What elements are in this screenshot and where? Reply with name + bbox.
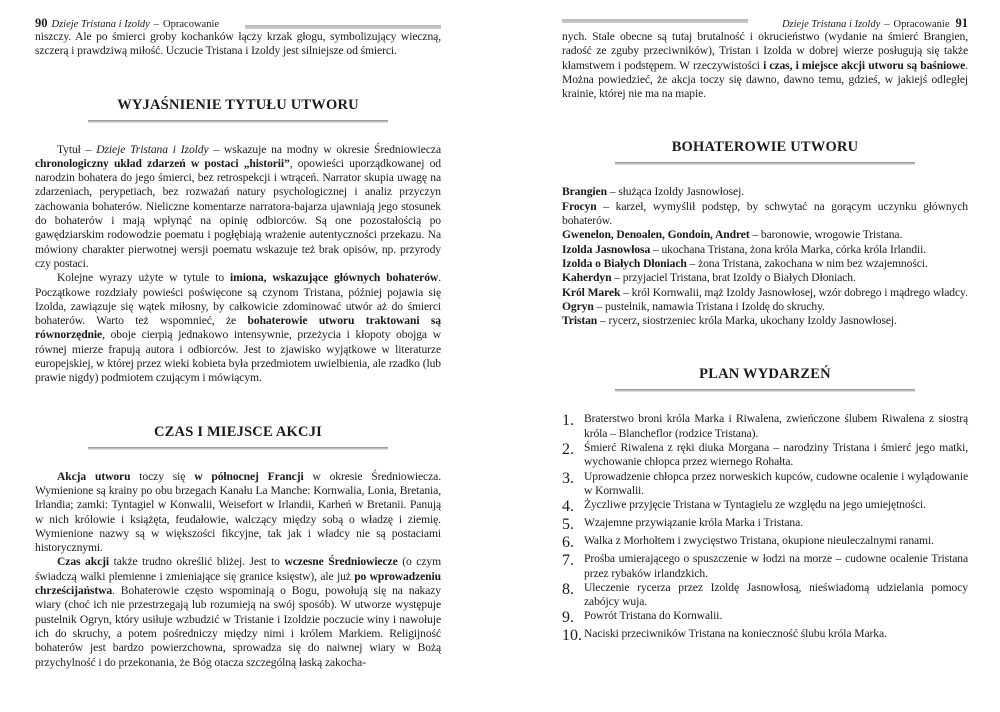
event-item <box>562 581 968 610</box>
emphasized-text: w północnej Francji <box>194 469 304 483</box>
heading-underline <box>88 120 388 123</box>
emphasized-text: Brangien <box>562 185 607 199</box>
event-number: 2. <box>562 441 574 459</box>
event-number: 9. <box>562 609 574 627</box>
event-item <box>562 498 968 516</box>
event-text: Walka z Morhołtem i zwycięstwo Tristana, okupione nieuleczalnymi ranami. <box>584 534 934 548</box>
page-number: 91 <box>955 16 968 30</box>
heading-underline <box>88 447 388 450</box>
emphasized-text: imiona, wskazujące głównych bohaterów <box>230 271 439 285</box>
text-segment: toczy się <box>130 469 195 483</box>
header-rule <box>245 25 441 29</box>
italic-text: Dzieje Tristana i Izoldy <box>96 142 209 156</box>
section-time-place <box>35 424 441 670</box>
character-entry <box>562 200 968 229</box>
emphasized-text: bohaterowie utworu traktowani są równorzędnie <box>35 314 441 342</box>
event-number: 4. <box>562 498 574 516</box>
text-segment: – żona Tristana, zakochana w nim bez wzajemności. <box>686 256 928 270</box>
paragraph <box>35 555 441 669</box>
character-entry <box>562 271 968 285</box>
text-segment: także trudno określić bliżej. Jest to <box>109 555 285 569</box>
text-segment: – rycerz, siostrzeniec króla Marka, ukochany Izoldy Jasnowłosej. <box>597 314 897 328</box>
event-number: 1. <box>562 412 574 430</box>
character-entry <box>562 257 968 271</box>
event-item <box>562 412 968 441</box>
emphasized-text: Król Marek <box>562 285 621 299</box>
header-separator: – <box>153 19 160 30</box>
event-item <box>562 609 968 627</box>
text-segment: – służąca Izoldy Jasnowłosej. <box>606 185 744 199</box>
emphasized-text: Czas akcji <box>57 555 109 569</box>
event-number: 3. <box>562 469 574 487</box>
text-segment: – wskazuje na modny w okresie Średniowiecza <box>208 142 441 156</box>
event-text: Życzliwe przyjęcie Tristana w Tyntagielu ze względu na jego umiejętności. <box>584 498 926 512</box>
emphasized-text: Frocyn <box>562 199 597 213</box>
text-segment: Kolejne wyrazy użyte w tytule to <box>57 271 231 285</box>
event-item <box>562 627 968 645</box>
event-text: Naciski przeciwników Tristana na konieczność ślubu króla Marka. <box>584 627 887 641</box>
event-item <box>562 534 968 552</box>
section-title-explanation <box>35 97 441 386</box>
text-segment: (o czym świadczą walki plemienne i zmieniające się granice księstw), ale już <box>35 555 441 583</box>
emphasized-text: wczesne Średniowiecze <box>284 555 398 569</box>
text-segment: , oboje cierpią jednakowo intensywnie, przeżycia i kłopoty obojga w równej mierze frapują autora i odbiorców. Jest to zjawisko wyjątkowe w literaturze europejskiej, w której przez wieki kobieta była przedmiotem uwielbienia, ale rzadko (lub prawie nigdy) podmiotem czującym i mówiącym. <box>35 328 441 385</box>
text-segment: niszczy. Ale po śmierci groby kochanków łączy krzak głogu, symbolizujący wieczną, szczerą i prawdziwą miłość. Uczucie Tristana i Izoldy jest silniejsze od śmierci. <box>35 30 441 58</box>
character-entry <box>562 300 968 314</box>
section-heading: BOHATEROWIE UTWORU <box>671 139 859 156</box>
event-number: 10. <box>562 627 582 645</box>
continuation-paragraph <box>562 30 968 101</box>
heading-underline <box>615 389 915 392</box>
characters-list <box>562 185 968 328</box>
event-item <box>562 516 968 534</box>
emphasized-text: i czas, i miejsce akcji utworu są baśniowe <box>763 58 966 72</box>
emphasized-text: po wprowadzeniu chrześcijaństwa <box>35 569 441 598</box>
text-segment: nych. Stale obecne są tutaj brutalność i okrucieństwo (wydanie na śmierć Brangien, radość ze zguby przeciwników), Tristan i Izolda w dobrej wierze posługują się także kłamstwem i podstępem. W rzeczywistości <box>562 30 968 72</box>
text-segment: – baronowie, wrogowie Tristana. <box>749 228 903 242</box>
text-segment: – ukochana Tristana, żona króla Marka, córka króla Irlandii. <box>650 242 927 256</box>
emphasized-text: Akcja utworu <box>57 469 131 483</box>
text-segment: – król Kornwalii, mąż Izoldy Jasnowłosej, wzór dobrego i mądrego władcy. <box>620 285 968 299</box>
emphasized-text: Izolda Jasnowłosa <box>562 242 651 256</box>
event-item <box>562 470 968 499</box>
header-separator: – <box>884 19 890 30</box>
text-segment: w okresie Średniowiecza. Wymienione są krainy po obu brzegach Kanału La Manche: Kornwalia, Lonia, Bretania, Irlandia; zamki: Tyntagiel w Konwalii, Weisefort w Irlandii, Karheń w Bretanii. Panują w nich królowie i książęta, feudałowie, walczący między sobą o władzę i ziemię. Wymienione nazwy są w większości fikcyjne, tak jak i władcy nie są postaciami historycznymi. <box>35 469 441 555</box>
book-title: Dzieje Tristana i Izoldy <box>51 19 150 30</box>
header-section-label: Opracowanie <box>163 19 220 30</box>
text-segment: . Początkowe rozdziały powieści poświęcone są czynom Tristana, później pojawia się Izolda, zawiązuje się wątek miłosny, by całkowicie zdominować utwór aż do śmierci bohaterów. Warto też wspomnieć, że <box>35 271 441 328</box>
event-number: 5. <box>562 516 574 534</box>
character-entry <box>562 228 968 242</box>
header-rule <box>562 19 748 23</box>
left-page <box>35 0 441 712</box>
right-page <box>562 0 968 712</box>
event-text: Prośba umierającego o spuszczenie w łodzi na morze – cudowne ocalenie Tristana przez rybaków irlandzkich. <box>584 552 968 580</box>
event-text: Uleczenie rycerza przez Izoldę Jasnowłosą, nieświadomą udzielania pomocy zabójcy wuja. <box>584 580 968 609</box>
paragraph <box>35 470 441 556</box>
running-header-left <box>35 16 441 30</box>
emphasized-text: chronologiczny układ zdarzeń w postaci „historii” <box>35 156 290 170</box>
intro-paragraph <box>35 30 441 59</box>
text-segment: , opowieści uporządkowanej od narodzin bohatera do jego śmierci, bez retrospekcji i wtrąceń. Narrator skupia uwagę na zdarzeniach, perypetiach, bez rozważań natury psychologicznej i analiz przyczyn zachowania bohaterów. Nieliczne komentarze narratora-bajarza ujawniają jego stosunek do bohaterów i mają wpłynąć na opinię odbiorców. Są one pozostałością po gawędziarskim rodowodzie poematu i pogłębiają wrażenie autentyczności przekazu. Na mówiony charakter pierwotnej wersji poematu wskazuje też brak opisów, np. przyrody czy postaci. <box>35 156 441 270</box>
text-segment: Tytuł – <box>57 142 97 156</box>
section-characters <box>562 139 968 328</box>
text-segment: – karzeł, wymyślił podstęp, by schwytać na gorącym uczynku głównych bohaterów. <box>562 199 968 228</box>
page-number: 90 <box>35 16 48 30</box>
event-number: 7. <box>562 552 574 570</box>
emphasized-text: Izolda o Białych Dłoniach <box>562 256 687 270</box>
section-events-plan <box>562 366 968 645</box>
event-number: 6. <box>562 534 574 552</box>
heading-underline <box>615 162 915 165</box>
character-entry <box>562 286 968 300</box>
event-text: Powrót Tristana do Kornwalii. <box>584 609 723 623</box>
header-section-label: Opracowanie <box>893 19 950 30</box>
character-entry <box>562 185 968 199</box>
book-title: Dzieje Tristana i Izoldy <box>781 19 881 30</box>
event-number: 8. <box>562 580 574 598</box>
emphasized-text: Tristan <box>562 314 598 328</box>
event-item <box>562 441 968 470</box>
event-text: Uprowadzenie chłopca przez norweskich kupców, cudowne ocalenie i wylądowanie w Kornwalii. <box>584 469 968 497</box>
events-list <box>562 412 968 645</box>
paragraph <box>35 271 441 385</box>
emphasized-text: Ogryn <box>562 299 594 313</box>
event-text: Braterstwo broni króla Marka i Riwalena, zwieńczone ślubem Riwalena z siostrą króla – Blancheflor (rodzice Tristana). <box>584 412 968 440</box>
emphasized-text: Kaherdyn <box>562 271 612 285</box>
running-header-right <box>562 16 968 30</box>
event-text: Śmierć Riwalena z ręki diuka Morgana – narodziny Tristana i śmierć jego matki, wychowanie chłopca przez wiernego Rohałta. <box>584 441 968 469</box>
text-segment: . Bohaterowie często wspominają o Bogu, powołują się na nakazy wiary (choć ich nie przestrzegają lub rozumieją na swój sposób). W utworze występuje pustelnik Ogryn, który usiłuje wzbudzić w Tristanie i Izoldzie poczucie winy i nawołuje ich do skruchy, a potem pośredniczy między nimi i królem Markiem. Religijność bohaterów jest bardzo powierzchowna, sprowadza się do naiwnej wiary w Bożą przychylność i do przekonania, że Bóg otacza szczególną łaską zakocha- <box>35 584 441 669</box>
text-segment: . Można powiedzieć, że akcja toczy się dawno, dawno temu, gdzieś, w jakiejś odległej krainie, której nie ma na mapie. <box>562 58 968 101</box>
character-entry <box>562 243 968 257</box>
emphasized-text: Gwenelon, Denoalen, Gondoin, Andret <box>562 228 750 242</box>
event-text: Wzajemne przywiązanie króla Marka i Tristana. <box>584 516 803 530</box>
event-item <box>562 552 968 581</box>
section-heading: WYJAŚNIENIE TYTUŁU UTWORU <box>117 96 359 113</box>
character-entry <box>562 314 968 328</box>
section-heading: PLAN WYDARZEŃ <box>699 366 831 383</box>
text-segment: – pustelnik, namawia Tristana i Izoldę do skruchy. <box>593 299 825 313</box>
section-heading: CZAS I MIEJSCE AKCJI <box>154 423 322 440</box>
text-segment: – przyjaciel Tristana, brat Izoldy o Białych Dłoniach. <box>611 271 856 285</box>
paragraph <box>35 143 441 272</box>
